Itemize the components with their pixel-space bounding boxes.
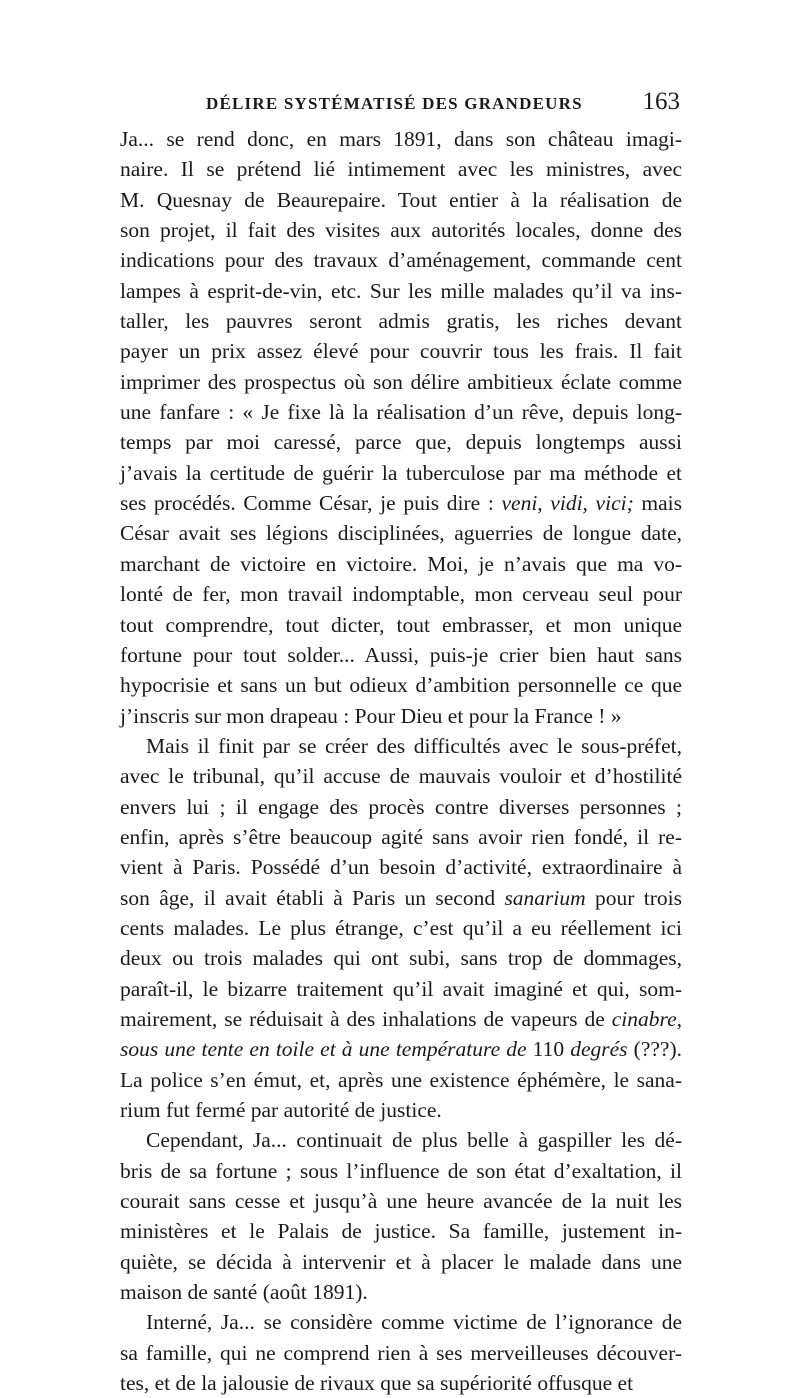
text-segment: lonté de fer, mon travail indomptable, mon cerveau seul pour <box>120 582 682 607</box>
text-segment: 110 <box>526 1037 571 1062</box>
page-number: 163 <box>642 88 680 115</box>
text-line <box>120 154 682 184</box>
text-segment: hypocrisie et sans un but odieux d’ambition personnelle ce que <box>120 673 682 698</box>
text-line <box>120 640 682 670</box>
text-segment: j’avais la certitude de guérir la tuberculose par ma méthode et <box>120 460 682 485</box>
text-segment: taller, les pauvres seront admis gratis, les riches devant <box>120 309 682 334</box>
text-segment: deux ou trois malades qui ont subi, sans trop de dommages, <box>120 946 682 971</box>
text-line <box>120 458 682 488</box>
paragraph <box>120 731 682 1125</box>
running-title: DÉLIRE SYSTÉMATISÉ DES GRANDEURS <box>206 94 583 113</box>
text-line <box>120 336 682 366</box>
text-segment: quiète, se décida à intervenir et à placer le malade dans une <box>120 1249 682 1274</box>
text-segment: sa famille, qui ne comprend rien à ses merveilleuses découver- <box>120 1340 682 1365</box>
page-body <box>120 124 682 1398</box>
text-segment: j’inscris sur mon drapeau : Pour Dieu et pour la France ! » <box>120 703 622 728</box>
text-line <box>120 215 682 245</box>
text-line <box>120 792 682 822</box>
text-line <box>120 610 682 640</box>
text-segment: mairement, se réduisait à des inhalations de vapeurs de <box>120 1006 612 1031</box>
text-segment: son projet, il fait des visites aux autorités locales, donne des <box>120 218 682 243</box>
text-segment: marchant de victoire en victoire. Moi, je n’avais que ma vo- <box>120 551 682 576</box>
text-line <box>120 579 682 609</box>
text-line <box>120 701 682 731</box>
text-line <box>120 852 682 882</box>
text-segment: vient à Paris. Possédé d’un besoin d’activité, extraordinaire à <box>120 855 682 880</box>
paragraph <box>120 124 682 731</box>
text-line <box>120 670 682 700</box>
text-line <box>120 518 682 548</box>
text-segment: La police s’en émut, et, après une existence éphémère, le sana- <box>120 1067 682 1092</box>
text-line <box>120 488 682 518</box>
text-line <box>120 822 682 852</box>
paragraph <box>120 1307 682 1398</box>
text-segment: temps par moi caressé, parce que, depuis longtemps aussi <box>120 430 682 455</box>
text-line <box>120 367 682 397</box>
text-line <box>120 1247 682 1277</box>
text-segment: cents malades. Le plus étrange, c’est qu’il a eu réellement ici <box>120 915 682 940</box>
text-line <box>120 1338 682 1368</box>
text-line <box>120 974 682 1004</box>
text-line <box>120 276 682 306</box>
text-segment: une fanfare : « Je fixe là la réalisation d’un rêve, depuis long- <box>120 400 682 425</box>
text-segment: bris de sa fortune ; sous l’influence de son état d’exaltation, il <box>120 1158 682 1183</box>
text-line <box>120 397 682 427</box>
italic-text: veni, vidi, vici; <box>501 491 634 516</box>
text-line <box>120 1095 682 1125</box>
text-segment: envers lui ; il engage des procès contre diverses personnes ; <box>120 794 682 819</box>
text-segment: naire. Il se prétend lié intimement avec les ministres, avec <box>120 157 682 182</box>
text-line <box>120 883 682 913</box>
text-segment: fortune pour tout solder... Aussi, puis-je crier bien haut sans <box>120 642 682 667</box>
italic-text: cinabre, <box>611 1006 682 1031</box>
text-line <box>120 1277 682 1307</box>
text-line <box>120 1065 682 1095</box>
text-segment: Mais il finit par se créer des difficultés avec le sous-préfet, <box>146 733 682 758</box>
text-segment: paraît-il, le bizarre traitement qu’il avait imaginé et qui, som- <box>120 976 682 1001</box>
text-segment: ses procédés. Comme César, je puis dire : <box>120 491 502 516</box>
text-line <box>120 761 682 791</box>
text-line <box>120 1156 682 1186</box>
text-line <box>120 913 682 943</box>
text-line <box>120 1125 682 1155</box>
text-segment: son âge, il avait établi à Paris un second <box>120 885 505 910</box>
text-segment: Interné, Ja... se considère comme victime de l’ignorance de <box>146 1310 682 1335</box>
text-line <box>120 731 682 761</box>
text-line <box>120 1368 682 1398</box>
text-segment: avec le tribunal, qu’il accuse de mauvais vouloir et d’hostilité <box>120 764 682 789</box>
italic-text: sanarium <box>504 885 586 910</box>
italic-text: degrés <box>570 1037 628 1062</box>
text-line <box>120 1186 682 1216</box>
text-line <box>120 245 682 275</box>
text-line <box>120 124 682 154</box>
text-segment: enfin, après s’être beaucoup agité sans avoir rien fondé, il re- <box>120 824 682 849</box>
text-line <box>120 306 682 336</box>
text-segment: Cependant, Ja... continuait de plus belle à gaspiller les dé- <box>146 1128 682 1153</box>
text-line <box>120 1004 682 1034</box>
text-line <box>120 1307 682 1337</box>
text-line <box>120 427 682 457</box>
text-segment: Ja... se rend donc, en mars 1891, dans son château imagi- <box>120 127 682 151</box>
text-segment: pour trois <box>585 885 682 910</box>
text-segment: tout comprendre, tout dicter, tout embrasser, et mon unique <box>120 612 682 637</box>
text-segment: tes, et de la jalousie de rivaux que sa supériorité offusque et <box>120 1371 634 1396</box>
text-segment: maison de santé (août 1891). <box>120 1280 368 1305</box>
text-segment: M. Quesnay de Beaurepaire. Tout entier à la réalisation de <box>120 187 682 212</box>
text-segment: lampes à esprit-de-vin, etc. Sur les mille malades qu’il va ins- <box>120 278 682 303</box>
running-header <box>120 88 680 124</box>
text-segment: César avait ses légions disciplinées, aguerries de longue date, <box>120 521 682 546</box>
text-line <box>120 943 682 973</box>
text-segment: rium fut fermé par autorité de justice. <box>120 1098 442 1122</box>
text-line <box>120 1034 682 1064</box>
italic-text: sous une tente en toile et à une température de <box>120 1037 527 1062</box>
text-segment: indications pour des travaux d’aménagement, commande cent <box>120 248 682 273</box>
text-segment: (???). <box>627 1037 683 1062</box>
text-segment: imprimer des prospectus où son délire ambitieux éclate comme <box>120 369 682 394</box>
text-segment: ministères et le Palais de justice. Sa famille, justement in- <box>120 1219 682 1244</box>
text-segment: payer un prix assez élevé pour couvrir tous les frais. Il fait <box>120 339 682 364</box>
text-line <box>120 1216 682 1246</box>
text-segment: courait sans cesse et jusqu’à une heure avancée de la nuit les <box>120 1189 682 1214</box>
paragraph <box>120 1125 682 1307</box>
text-line <box>120 549 682 579</box>
text-line <box>120 185 682 215</box>
text-segment: mais <box>633 491 683 516</box>
